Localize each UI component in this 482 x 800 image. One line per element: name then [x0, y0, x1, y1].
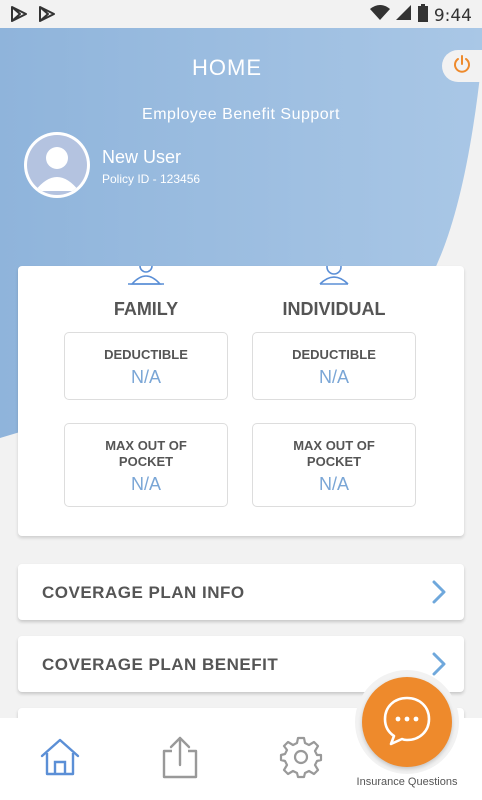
deductible-label: DEDUCTIBLE: [104, 347, 188, 362]
fab-label: Insurance Questions: [356, 776, 458, 788]
nav-settings[interactable]: [276, 734, 326, 784]
status-bar: [0, 0, 482, 28]
insurance-questions-button[interactable]: [362, 677, 452, 767]
family-title: FAMILY: [113, 299, 179, 319]
individual-max-out-of-pocket-box: [252, 423, 416, 507]
battery-icon: [418, 4, 428, 27]
wifi-icon: [370, 5, 390, 26]
coverage-summary-card: [18, 266, 464, 536]
moop-label-line2: POCKET: [118, 454, 174, 469]
header-subtitle: Employee Benefit Support: [142, 106, 340, 123]
moop-label-line2: POCKET: [306, 454, 362, 469]
deductible-value: N/A: [318, 367, 349, 387]
family-icon: [126, 266, 166, 288]
nav-home[interactable]: [35, 734, 85, 784]
moop-value: N/A: [130, 474, 161, 494]
deductible-value: N/A: [130, 367, 161, 387]
individual-title: INDIVIDUAL: [282, 299, 386, 319]
row-label: COVERAGE PLAN BENEFIT: [42, 655, 279, 674]
row-label: COVERAGE PLAN INFO: [42, 583, 245, 602]
moop-label-line1: MAX OUT OF: [293, 438, 375, 453]
home-icon: [39, 736, 81, 783]
moop-label: [65, 438, 227, 470]
moop-value: N/A: [318, 474, 349, 494]
avatar[interactable]: [24, 132, 90, 198]
coverage-plan-info-row[interactable]: [18, 564, 464, 620]
play-store-icon: [38, 5, 56, 28]
status-time: 9:44: [433, 5, 472, 26]
logout-button[interactable]: [442, 50, 482, 82]
power-icon: [452, 54, 472, 79]
policy-id: Policy ID - 123456: [102, 172, 201, 186]
share-icon: [160, 735, 200, 784]
moop-label-line1: MAX OUT OF: [105, 438, 187, 453]
nav-share[interactable]: [155, 734, 205, 784]
page-title: HOME: [192, 55, 262, 80]
deductible-label: DEDUCTIBLE: [292, 347, 376, 362]
user-name: New User: [102, 147, 182, 167]
signal-icon: [396, 5, 412, 26]
individual-icon: [314, 266, 354, 288]
play-store-icon: [10, 5, 28, 28]
moop-label: [253, 438, 415, 470]
family-deductible-box: [64, 332, 228, 400]
gear-icon: [279, 735, 323, 784]
family-max-out-of-pocket-box: [64, 423, 228, 507]
chat-bubble-icon: [380, 693, 434, 752]
chevron-right-icon: [432, 580, 446, 609]
user-avatar-icon: [27, 135, 87, 195]
individual-deductible-box: [252, 332, 416, 400]
